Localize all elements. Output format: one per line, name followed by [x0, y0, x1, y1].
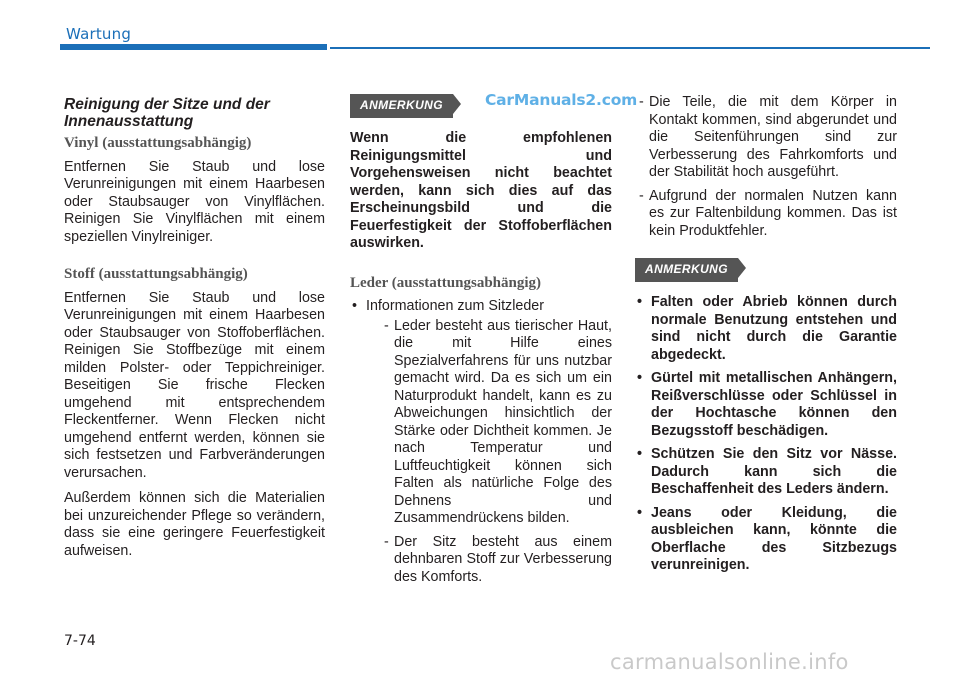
note-list: [635, 294, 897, 575]
fabric-subheading: Stoff (ausstattungsabhängig): [64, 266, 248, 282]
leather-list: [350, 298, 612, 586]
section-header-title: Wartung: [66, 25, 132, 43]
column-right: [635, 96, 897, 581]
list-item: • Falten oder Abrieb können durch normale Benutzung entstehen und sind nicht durch die Garantie abgedeckt.: [635, 294, 897, 364]
fabric-paragraph-2: Außerdem können sich die Materialien bei unzureichender Pflege so verändern, dass sie eine geringere Feuerfestigkeit aufweisen.: [64, 490, 325, 559]
header-rule-thin: [330, 47, 930, 49]
list-item: - Leder besteht aus tierischer Haut, die mit Hilfe eines Spezialverfahrens für uns nutzbar gemacht wird. Da es sich um ein Naturprodukt handelt, kann es zu Abweichungen hinsichtlich der Stärke oder Dichtheit kommen. Je nach Temperatur und Luftfeuchtigkeit können sich Falten als natürliche Folge des Dehnens und Zusammendrückens bilden.: [366, 318, 612, 528]
list-item: [350, 298, 612, 586]
vinyl-paragraph: Entfernen Sie Staub und lose Verunreinigungen mit einem Haarbesen oder Staubsauger von Vinylflächen. Reinigen Sie Vinylflächen mit einem speziellen Vinylreiniger.: [64, 158, 325, 245]
note-text: Wenn die empfohlenen Reinigungsmittel und Vorgehensweisen nicht beachtet werden, kann sich dies auf das Erscheinungsbild und die Feuerfestigkeit der Stoffoberflächen auswirken.: [350, 130, 612, 251]
list-item: • Schützen Sie den Sitz vor Nässe. Dadurch kann sich die Beschaffenheit des Leders ändern.: [635, 446, 897, 499]
leather-subheading: Leder (ausstattungsabhängig): [350, 274, 542, 291]
section-heading: Reinigung der Sitze und der Innenausstattung: [64, 96, 270, 130]
list-item: - Aufgrund der normalen Nutzen kann es zur Faltenbildung kommen. Das ist kein Produktfehler.: [635, 188, 897, 241]
list-item: - Die Teile, die mit dem Körper in Kontakt kommen, sind abgerundet und die Seitenführungen sind zur Verbesserung des Fahrkomforts und der Stabilität hoch ausgeführt.: [635, 94, 897, 182]
watermark-carmanuals[interactable]: CarManuals2.com: [485, 91, 638, 109]
note-badge: ANMERKUNG: [350, 94, 453, 118]
note-badge: ANMERKUNG: [635, 258, 738, 282]
header-rule-thick: [60, 44, 327, 50]
column-middle: [350, 91, 638, 592]
list-item: - Der Sitz besteht aus einem dehnbaren Stoff zur Verbesserung des Komforts.: [366, 534, 612, 587]
fabric-paragraph: Entfernen Sie Staub und lose Verunreinigungen mit einem Haarbesen oder Staubsauger von Stoffoberflächen. Reinigen Sie Stoffbezüge mit einem milden Polster- oder Teppichreiniger. Beseitigen Sie frische Flecken umgehend mit entsprechendem Fleckentferner. Wenn Flecken nicht umgehend entfernt werden, können sie sich festsetzen und Farbveränderungen verursachen.: [64, 289, 325, 481]
page-number: 7-74: [64, 633, 96, 649]
list-item: • Jeans oder Kleidung, die ausbleichen kann, könnte die Oberflache des Sitzbezugs verunreinigen.: [635, 505, 897, 575]
footer-watermark[interactable]: carmanualsonline.info: [610, 650, 849, 674]
list-item: • Gürtel mit metallischen Anhängern, Reißverschlüsse oder Schlüssel in der Hochtasche können den Bezugsstoff beschädigen.: [635, 370, 897, 440]
column-left: [64, 96, 325, 568]
vinyl-subheading: Vinyl (ausstattungsabhängig): [64, 135, 252, 151]
leather-bullet-label: Informationen zum Sitzleder: [366, 298, 544, 314]
